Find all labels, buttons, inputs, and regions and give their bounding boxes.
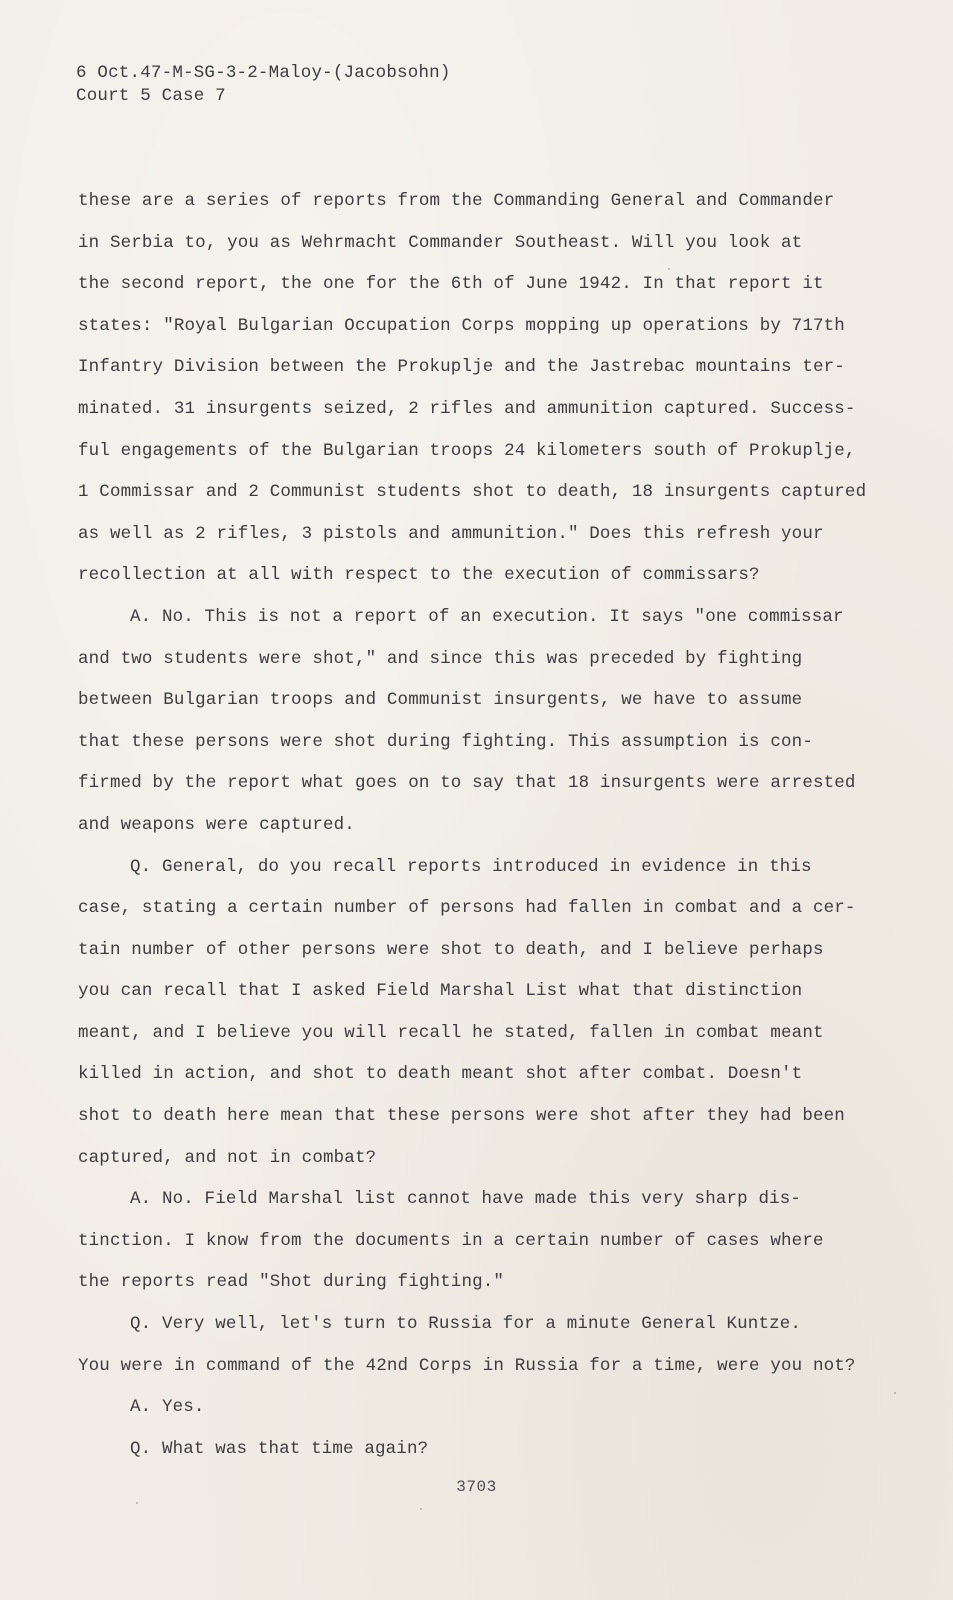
transcript-line: meant, and I believe you will recall he stated, fallen in combat meant (78, 1022, 824, 1043)
transcript-line: tinction. I know from the documents in a certain number of cases where (78, 1230, 824, 1251)
answer-line: A. No. Field Marshal list cannot have made this very sharp dis- (130, 1189, 802, 1210)
question-line: Q. What was that time again? (130, 1438, 429, 1459)
paper-speck (894, 1392, 896, 1394)
transcript-line: the second report, the one for the 6th of June 1942. In that report it (78, 274, 824, 295)
answer-line: A. Yes. (130, 1397, 205, 1418)
answer-line: A. No. This is not a report of an execution. It says "one commissar (130, 606, 844, 627)
transcript-line: as well as 2 rifles, 3 pistols and ammunition." Does this refresh your (78, 523, 824, 544)
transcript-line: minated. 31 insurgents seized, 2 rifles and ammunition captured. Success- (78, 398, 856, 419)
transcript-line: that these persons were shot during fighting. This assumption is con- (78, 731, 813, 752)
transcript-line: You were in command of the 42nd Corps in Russia for a time, were you not? (78, 1355, 856, 1376)
transcript-line: recollection at all with respect to the execution of commissars? (78, 565, 760, 586)
transcript-line: and two students were shot," and since this was preceded by fighting (78, 648, 803, 669)
transcript-line: the reports read "Shot during fighting." (78, 1272, 505, 1293)
paper-speck (136, 1502, 138, 1504)
paper-speck (420, 1508, 422, 1510)
transcript-line: firmed by the report what goes on to say that 18 insurgents were arrested (78, 773, 856, 794)
transcript-line: and weapons were captured. (78, 814, 355, 835)
transcript-line: 1 Commissar and 2 Communist students shot to death, 18 insurgents captured (78, 482, 867, 503)
transcript-body (78, 181, 867, 1470)
paper-speck (668, 268, 670, 270)
document-header (76, 62, 451, 108)
transcript-line: between Bulgarian troops and Communist insurgents, we have to assume (78, 690, 803, 711)
transcript-line: these are a series of reports from the Commanding General and Commander (78, 191, 835, 211)
transcript-line: case, stating a certain number of persons had fallen in combat and a cer- (78, 898, 856, 919)
transcript-line: states: "Royal Bulgarian Occupation Corps mopping up operations by 717th (78, 315, 845, 336)
header-reference-line: 6 Oct.47-M-SG-3-2-Maloy-(Jacobsohn) (76, 63, 451, 83)
transcript-line: Infantry Division between the Prokuplje and the Jastrebac mountains ter- (78, 357, 845, 378)
header-court-line: Court 5 Case 7 (76, 86, 226, 106)
transcript-line: you can recall that I asked Field Marshal List what that distinction (78, 981, 803, 1002)
transcript-line: captured, and not in combat? (78, 1147, 377, 1168)
transcript-line: in Serbia to, you as Wehrmacht Commander Southeast. Will you look at (78, 232, 803, 253)
transcript-line: killed in action, and shot to death meant shot after combat. Doesn't (78, 1064, 803, 1085)
transcript-line: tain number of other persons were shot to death, and I believe perhaps (78, 939, 824, 960)
question-line: Q. Very well, let's turn to Russia for a minute General Kuntze. (130, 1314, 802, 1335)
transcript-line: ful engagements of the Bulgarian troops 24 kilometers south of Prokuplje, (78, 440, 856, 461)
page-number: 3703 (456, 1478, 497, 1496)
transcript-line: shot to death here mean that these persons were shot after they had been (78, 1106, 845, 1127)
question-line: Q. General, do you recall reports introduced in evidence in this (130, 856, 812, 877)
